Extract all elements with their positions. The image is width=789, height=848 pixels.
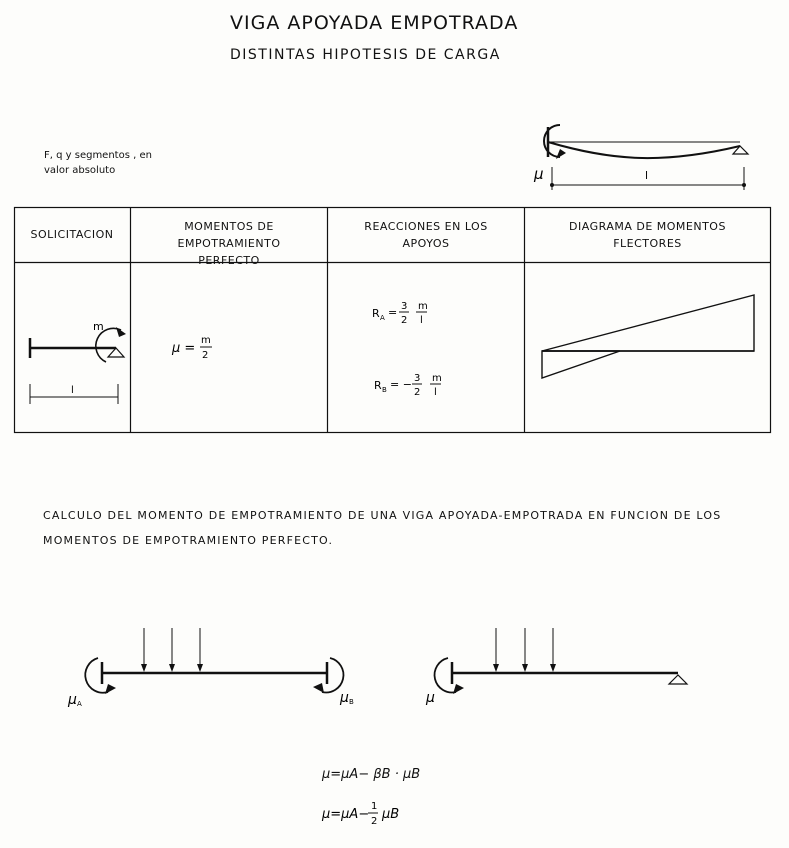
top-length-label: l xyxy=(645,169,649,182)
pc-pin-support xyxy=(669,675,687,684)
explanation-line2: MOMENTOS DE EMPOTRAMIENTO PERFECTO. xyxy=(43,534,334,547)
right-moment-arrowhead xyxy=(313,683,324,693)
ra-num1: 3 xyxy=(401,301,408,312)
cell-moment-arrowhead xyxy=(116,327,126,337)
mu-a-subscript: A xyxy=(77,700,82,708)
header-reacciones-line1: REACCIONES EN LOS xyxy=(364,220,488,233)
rb-subscript: B xyxy=(382,386,387,394)
ra-subscript: A xyxy=(380,314,385,322)
header-momentos-line1: MOMENTOS DE EMPOTRAMIENTO xyxy=(177,220,281,250)
header-diagrama xyxy=(525,218,770,252)
moment-diagram xyxy=(530,285,765,395)
propped-cantilever-beam xyxy=(410,620,700,720)
top-mu-label: μ xyxy=(534,165,544,183)
formula-2-den: 2 xyxy=(371,816,378,827)
formula-2-num: 1 xyxy=(371,801,378,812)
rb-symbol: R xyxy=(374,379,382,392)
mu-b-subscript: B xyxy=(349,698,354,706)
ra-num2: m xyxy=(418,301,428,312)
header-reacciones xyxy=(328,218,524,252)
rb-num2: m xyxy=(432,373,442,384)
cell-length-label: l xyxy=(71,385,74,396)
formula-2-left: μ=μA− xyxy=(322,807,370,822)
explanation-paragraph xyxy=(43,503,721,553)
left-moment-arrowhead xyxy=(105,684,116,694)
cell-pin-support xyxy=(108,348,124,357)
page-subtitle: DISTINTAS HIPOTESIS DE CARGA xyxy=(230,47,501,63)
reaction-b-formula xyxy=(372,367,482,407)
mu-b-symbol: μ xyxy=(340,690,349,706)
load-arrowhead-2 xyxy=(169,664,175,672)
ra-equals: = xyxy=(388,306,398,319)
moment-denominator: 2 xyxy=(202,350,209,361)
units-note-line2: valor absoluto xyxy=(44,165,116,176)
header-diagrama-line2: FLECTORES xyxy=(613,237,682,250)
units-note-line1: F, q y segmentos , en xyxy=(44,150,152,161)
formula-2 xyxy=(318,795,438,835)
moment-diagram-negative xyxy=(542,351,620,378)
moment-numerator: m xyxy=(201,335,211,346)
header-momentos xyxy=(131,218,327,269)
solicitacion-sketch xyxy=(16,310,128,410)
fixed-fixed-beam xyxy=(60,620,370,720)
pc-moment-arrowhead xyxy=(453,684,464,694)
pc-mu-symbol: μ xyxy=(426,690,435,706)
moment-lhs: μ = xyxy=(172,341,196,356)
right-moment-arc xyxy=(322,658,343,692)
rb-den1: 2 xyxy=(414,387,421,398)
header-solicitacion: SOLICITACION xyxy=(30,228,114,241)
rb-num1: 3 xyxy=(414,373,421,384)
formula-2-right: μB xyxy=(382,807,400,822)
ra-symbol: R xyxy=(372,307,380,320)
reaction-a-formula xyxy=(370,295,470,335)
formula-1: μ=μA− βB · μB xyxy=(322,767,421,782)
moment-diagram-positive xyxy=(542,295,754,351)
pc-load-arrowhead-3 xyxy=(550,664,556,672)
explanation-line1: CALCULO DEL MOMENTO DE EMPOTRAMIENTO DE UNA VIGA APOYADA-EMPOTRADA EN FUNCION DE LOS xyxy=(43,509,722,522)
cell-load-label: m xyxy=(93,320,104,333)
header-momentos-line2: PERFECTO xyxy=(198,254,260,267)
load-arrowhead-3 xyxy=(197,664,203,672)
moment-formula xyxy=(170,330,230,370)
pc-load-arrowhead-2 xyxy=(522,664,528,672)
ra-den2: l xyxy=(420,315,423,326)
mu-a-symbol: μ xyxy=(68,692,77,708)
pc-load-arrowhead-1 xyxy=(493,664,499,672)
left-moment-arc xyxy=(85,658,108,693)
page-title: VIGA APOYADA EMPOTRADA xyxy=(230,12,519,34)
load-arrowhead-1 xyxy=(141,664,147,672)
rb-den2: l xyxy=(434,387,437,398)
rb-equals: = − xyxy=(390,378,412,391)
header-diagrama-line1: DIAGRAMA DE MOMENTOS xyxy=(569,220,726,233)
ra-den1: 2 xyxy=(401,315,408,326)
header-reacciones-line2: APOYOS xyxy=(402,237,450,250)
